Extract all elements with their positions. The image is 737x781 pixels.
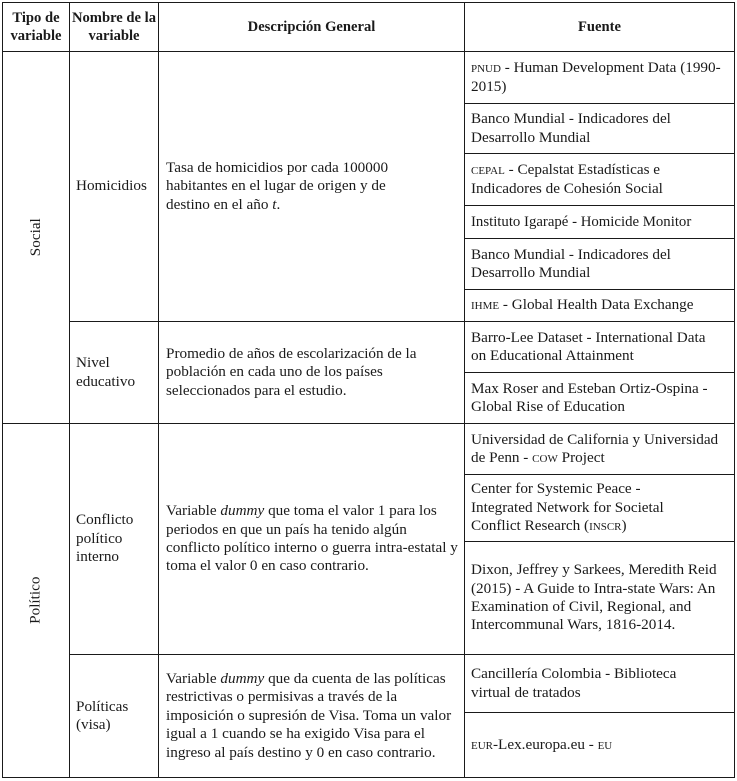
fuente-desc: Project <box>557 449 605 466</box>
fuente-desc: - Cepalstat Estadísticas e Indicadores de Cohesión Social <box>471 161 663 197</box>
fuente-cell <box>465 475 734 541</box>
fuente-cell <box>465 104 734 153</box>
fuente-text <box>471 380 730 417</box>
fuente-desc: Cancillería Colombia - Biblioteca virtual de tratados <box>471 665 677 701</box>
fuente-acronym: cepal <box>471 161 505 179</box>
desc-text: Tasa de homicidios por cada 100000 habitantes en el lugar de origen y de destino en el año <box>166 158 389 213</box>
fuente-desc: Banco Mundial - Indicadores del Desarrollo Mundial <box>471 245 671 281</box>
fuente-cell <box>465 290 734 321</box>
nombre-politicas-visa-label: Políticas (visa) <box>76 697 129 733</box>
header-fuente-label: Fuente <box>578 19 621 35</box>
header-tipo-label: Tipo de variable <box>10 10 62 44</box>
desc-politicas-visa <box>159 655 464 777</box>
fuente-text <box>471 329 721 366</box>
desc-text: que da cuenta de las políticas restrictivas o permisivas a través de la imposición o supresión de Visa. Toma un valor igual a 1 cuando se ha exigido Visa para el ingreso al país destino y 0 en caso contrario. <box>166 669 452 761</box>
fuente-cell <box>465 52 734 103</box>
fuente-cell <box>465 322 734 372</box>
fuente-acronym: pnud <box>471 59 501 77</box>
desc-homicidios <box>159 52 464 321</box>
header-descripcion-label: Descripción General <box>247 19 376 35</box>
fuente-text <box>471 213 691 231</box>
fuente-acronym: eur <box>471 735 493 753</box>
fuente-text <box>471 561 730 635</box>
tipo-politico-label: Político <box>26 576 44 625</box>
fuente-cell <box>465 154 734 205</box>
table-border-right <box>734 2 735 778</box>
desc-conflicto <box>159 424 464 654</box>
desc-text: Variable <box>166 669 221 687</box>
desc-text: Promedio de años de escolarización de la población en cada uno de los países seleccionados para el estudio. <box>166 344 417 399</box>
desc-italic: dummy <box>220 669 265 687</box>
header-nombre-label: Nombre de la variable <box>71 10 157 44</box>
fuente-text <box>471 59 730 96</box>
fuente-cell <box>465 713 734 777</box>
tipo-politico <box>3 424 69 777</box>
desc-text: que toma el valor 1 para los periodos en que un país ha tenido algún conflicto político interno o guerra intra-estatal y toma el valor 0 en caso contrario. <box>166 502 458 575</box>
fuente-desc: - Global Health Data Exchange <box>499 296 694 314</box>
fuente-desc: Barro-Lee Dataset - International Data on Educational Attainment <box>471 328 706 364</box>
header-tipo <box>3 3 69 51</box>
table-border-bottom <box>2 777 735 778</box>
nombre-nivel-educativo <box>70 322 158 423</box>
fuente-text <box>471 665 716 702</box>
header-nombre <box>70 3 158 51</box>
fuente-text <box>471 161 711 198</box>
desc-text: . <box>276 195 281 213</box>
fuente-acronym: ihme <box>471 296 500 314</box>
nombre-homicidios-label: Homicidios <box>76 177 147 195</box>
fuente-text <box>471 736 612 754</box>
fuente-cell <box>465 373 734 423</box>
desc-nivel-educativo-text <box>166 345 441 400</box>
fuente-desc: Banco Mundial - Indicadores del Desarrollo Mundial <box>471 110 671 146</box>
nombre-conflicto <box>70 424 158 654</box>
fuente-desc: Dixon, Jeffrey y Sarkees, Meredith Reid (2015) - A Guide to Intra-state Wars: An Examination of Civil, Regional, and Intercommunal Wars, 1816-2014. <box>471 561 717 634</box>
fuente-acronym: cow <box>532 449 558 466</box>
fuente-cell <box>465 239 734 289</box>
desc-homicidios-text <box>166 159 431 214</box>
fuente-desc: Universidad de California y Universidad de Penn - <box>471 430 719 466</box>
fuente-text <box>471 431 730 468</box>
fuente-desc: ) <box>621 517 627 535</box>
desc-nivel-educativo <box>159 322 464 423</box>
desc-conflicto-text <box>166 502 458 576</box>
nombre-nivel-educativo-label: Nivel educativo <box>76 354 136 390</box>
fuente-desc: - Human Development Data (1990-2015) <box>471 59 721 95</box>
fuente-text <box>471 246 706 283</box>
fuente-acronym: inscr <box>589 517 622 535</box>
fuente-cell <box>465 424 734 474</box>
desc-italic: dummy <box>220 502 265 520</box>
tipo-social <box>3 52 69 423</box>
fuente-cell <box>465 542 734 654</box>
nombre-conflicto-label: Conflicto político interno <box>76 511 134 566</box>
fuente-desc: Instituto Igarapé - Homicide Monitor <box>471 213 692 230</box>
desc-italic: t <box>272 195 277 213</box>
fuente-desc: Center for Systemic Peace - Integrated Network for Societal Conflict Research ( <box>471 480 664 535</box>
fuente-text <box>471 296 694 314</box>
fuente-text <box>471 110 706 147</box>
tipo-social-label: Social <box>26 218 44 257</box>
fuente-cell <box>465 655 734 712</box>
fuente-desc: -Lex.europa.eu - <box>493 735 598 753</box>
nombre-homicidios <box>70 52 158 321</box>
desc-text: Variable <box>166 502 221 520</box>
header-fuente <box>465 3 734 51</box>
fuente-text <box>471 480 701 535</box>
nombre-politicas-visa <box>70 655 158 777</box>
header-descripcion <box>159 3 464 51</box>
desc-politicas-visa-text <box>166 670 458 762</box>
fuente-desc: Max Roser and Esteban Ortiz-Ospina - Global Rise of Education <box>471 379 708 415</box>
fuente-acronym: eu <box>597 735 613 753</box>
fuente-cell <box>465 206 734 238</box>
